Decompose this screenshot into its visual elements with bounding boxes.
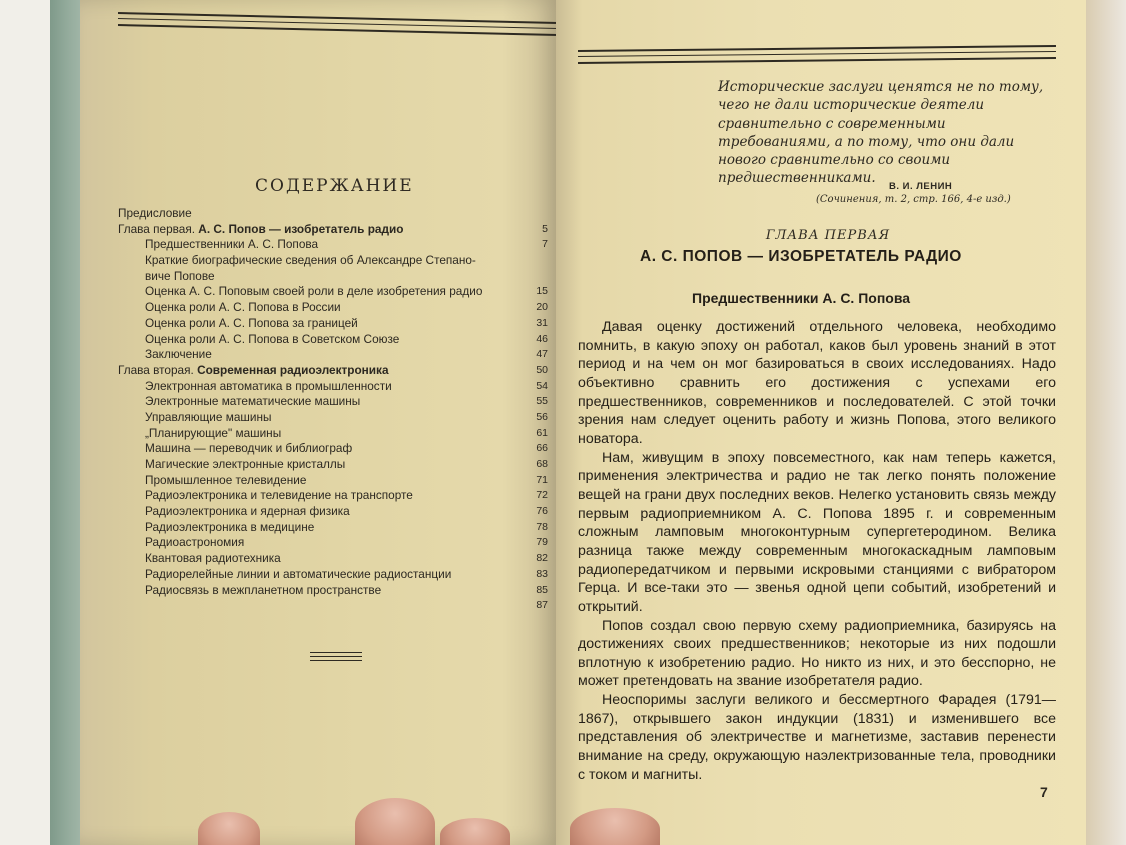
toc-page-number: 66 <box>536 442 548 455</box>
toc-end-rule-1 <box>310 652 362 653</box>
toc-row <box>118 520 548 536</box>
toc-row <box>118 206 548 222</box>
finger-far-right <box>570 808 660 845</box>
toc-entry-text: Оценка роли А. С. Попова за границей <box>145 315 358 330</box>
toc-page-number: 78 <box>536 520 548 533</box>
toc-page-number: 87 <box>536 599 548 612</box>
toc-page-number: 54 <box>536 379 548 392</box>
toc-page-number: 68 <box>536 458 548 470</box>
toc-entry-text: Магические электронные кристаллы <box>145 457 346 471</box>
toc-row <box>118 551 548 567</box>
table-of-contents <box>118 206 548 614</box>
toc-entry-text: Оценка А. С. Поповым своей роли в деле изобретения радио <box>145 284 483 299</box>
toc-entry-text: Электронная автоматика в промышленности <box>145 378 392 393</box>
toc-entry-label <box>145 504 350 520</box>
toc-row <box>118 441 548 457</box>
toc-page-number: 76 <box>536 505 548 518</box>
paragraph: Давая оценку достижений отдельного человека, необходимо помнить, в какую эпоху он работал, каков был уровень знаний в этот период и на чем он мог базироваться в своих исследованиях. Надо объективно сравнить его достижения с успехами его предшественников, современников и последователей. С этой точки зрения нам следует оценить работу и жизнь Попова, этого великого новатора. <box>578 319 1056 447</box>
toc-entry-label <box>145 316 358 332</box>
toc-page-number: 46 <box>536 332 548 345</box>
toc-entry-text: Радиоэлектроника в медицине <box>145 519 315 534</box>
toc-row <box>118 300 548 316</box>
toc-row <box>118 410 548 426</box>
toc-title: СОДЕРЖАНИЕ <box>255 176 414 196</box>
toc-row <box>118 488 548 504</box>
epigraph-source: (Сочинения, т. 2, стр. 166, 4-е изд.) <box>816 194 1011 205</box>
toc-row <box>118 269 548 285</box>
chapter-label: ГЛАВА ПЕРВАЯ <box>765 228 891 243</box>
toc-chapter-prefix: Глава первая. <box>118 221 199 236</box>
toc-chapter-prefix: Глава вторая. <box>118 362 198 377</box>
toc-entry-text: Предшественники А. С. Попова <box>145 237 319 252</box>
toc-row <box>118 363 548 379</box>
toc-page-number: 20 <box>536 301 548 314</box>
toc-entry-text: Оценка роли А. С. Попова в России <box>145 300 341 315</box>
toc-end-rule-3 <box>310 660 362 661</box>
toc-row <box>118 426 548 442</box>
toc-entry-label <box>145 520 314 536</box>
toc-row <box>118 316 548 332</box>
paragraph: Нам, живущим в эпоху повсеместного, как нам теперь кажется, применения электричества и радио не так легко понять положение вещей на грани двух последних веков. Нелегко установить связь между первым радиоприемником А. С. Попова 1895 г. и современным сложным ламповым многоконтурным супергетеродином. Велика разница также между современным многокаскадным ламповым радиопередатчиком и первыми искровыми станциями с вибратором Герца. И все-таки это — звенья одной цепи событий, изобретений и открытий. <box>578 449 1056 615</box>
epigraph-text: Исторические заслуги ценятся не по тому, чего не дали исторические деятели сравнительно с современными требованиями, а по тому, что они дали нового сравнительно со своими предшественниками. <box>718 79 1044 187</box>
toc-page-number: 72 <box>536 489 548 502</box>
toc-entry-label <box>145 426 281 442</box>
toc-entry-text: Современная радиоэлектроника <box>197 362 389 377</box>
paragraph: Попов создал свою первую схему радиоприемника, базируясь на достижениях своих предшественников; некоторые из них подошли вплотную к изобретению радио. Но никто из них, и это бесспорно, не может претендовать на звание изобретателя радио. <box>578 617 1056 690</box>
toc-page-number: 15 <box>536 285 548 298</box>
toc-row <box>118 379 548 395</box>
toc-entry-text: Радиорелейные линии и автоматические радиостанции <box>145 566 452 581</box>
toc-page-number: 7 <box>542 238 548 251</box>
toc-entry-text: „Планирующие" машины <box>145 425 282 440</box>
toc-page-number: 50 <box>536 363 548 376</box>
toc-page-number: 71 <box>536 473 548 486</box>
toc-row <box>118 332 548 348</box>
toc-entry-text: Машина — переводчик и библиограф <box>145 441 353 456</box>
toc-page-number: 85 <box>536 583 548 596</box>
toc-entry-text: Квантовая радиотехника <box>145 551 281 566</box>
toc-page-number: 56 <box>536 410 548 423</box>
toc-entry-label <box>145 441 352 457</box>
toc-end-rule-2 <box>310 656 362 657</box>
toc-page-number: 82 <box>536 552 548 565</box>
toc-page-number: 31 <box>536 316 548 329</box>
toc-entry-label <box>145 457 345 473</box>
body-text <box>578 318 1056 784</box>
toc-chapter-prefix: Предисловие <box>118 206 192 220</box>
toc-row <box>118 535 548 551</box>
finger-left <box>198 812 260 845</box>
toc-row <box>118 284 548 300</box>
toc-entry-label <box>145 253 476 269</box>
toc-entry-label <box>145 488 413 504</box>
toc-row <box>118 394 548 410</box>
finger-middle <box>355 798 435 845</box>
toc-entry-text: Радиосвязь в межпланетном пространстве <box>145 582 382 597</box>
chapter-title: А. С. ПОПОВ — ИЗОБРЕТАТЕЛЬ РАДИО <box>640 248 962 265</box>
toc-entry-text: А. С. Попов — изобретатель радио <box>198 221 404 236</box>
toc-entry-text: Промышленное телевидение <box>145 472 307 487</box>
toc-page-number: 61 <box>536 426 548 439</box>
toc-entry-text: виче Попове <box>145 268 215 283</box>
background-edge <box>1086 0 1126 845</box>
toc-entry-label <box>145 332 399 348</box>
toc-entry-label <box>145 347 212 363</box>
toc-entry-label <box>145 410 271 426</box>
toc-entry-text: Управляющие машины <box>145 409 272 424</box>
toc-page-number: 47 <box>536 348 548 361</box>
toc-entry-label <box>118 206 192 222</box>
toc-entry-text: Радиоастрономия <box>145 535 245 550</box>
toc-row <box>118 598 548 614</box>
toc-entry-text: Радиоэлектроника и ядерная физика <box>145 504 350 519</box>
book-cover-spine <box>0 0 90 845</box>
section-title: Предшественники А. С. Попова <box>692 290 911 306</box>
toc-entry-label <box>145 394 360 410</box>
toc-entry-text: Оценка роли А. С. Попова в Советском Союзе <box>145 331 400 346</box>
toc-row <box>118 347 548 363</box>
toc-entry-text: Электронные математические машины <box>145 394 361 409</box>
toc-row <box>118 583 548 599</box>
toc-row <box>118 457 548 473</box>
toc-entry-label <box>145 567 451 583</box>
toc-entry-label <box>118 363 389 379</box>
toc-entry-label <box>145 300 341 316</box>
toc-page-number: 83 <box>536 567 548 580</box>
toc-page-number: 79 <box>536 536 548 549</box>
toc-entry-label <box>145 284 482 300</box>
epigraph-author: В. И. ЛЕНИН <box>889 181 953 192</box>
toc-page-number: 55 <box>536 395 548 408</box>
paragraph: Неоспоримы заслуги великого и бессмертного Фарадея (1791—1867), открывшего закон индукции (1831) и изменившего все представления об электричестве и магнетизме, заставив перенести внимание на среду, окружающую наэлектризованные тела, проводники с током и магниты. <box>578 692 1056 783</box>
finger-right <box>440 818 510 845</box>
toc-row <box>118 473 548 489</box>
toc-row <box>118 567 548 583</box>
page-number: 7 <box>1040 784 1048 800</box>
toc-entry-label <box>145 535 244 551</box>
toc-entry-label <box>145 473 306 489</box>
toc-entry-text: Заключение <box>145 347 212 362</box>
toc-page-number: 5 <box>542 222 548 235</box>
toc-entry-label <box>145 551 281 567</box>
toc-entry-label <box>145 269 215 285</box>
toc-entry-label <box>145 583 381 599</box>
toc-row <box>118 253 548 269</box>
toc-entry-text: Радиоэлектроника и телевидение на транспорте <box>145 488 413 503</box>
toc-row <box>118 504 548 520</box>
toc-entry-text: Краткие биографические сведения об Александре Степано- <box>145 253 476 268</box>
toc-entry-label <box>145 379 392 395</box>
